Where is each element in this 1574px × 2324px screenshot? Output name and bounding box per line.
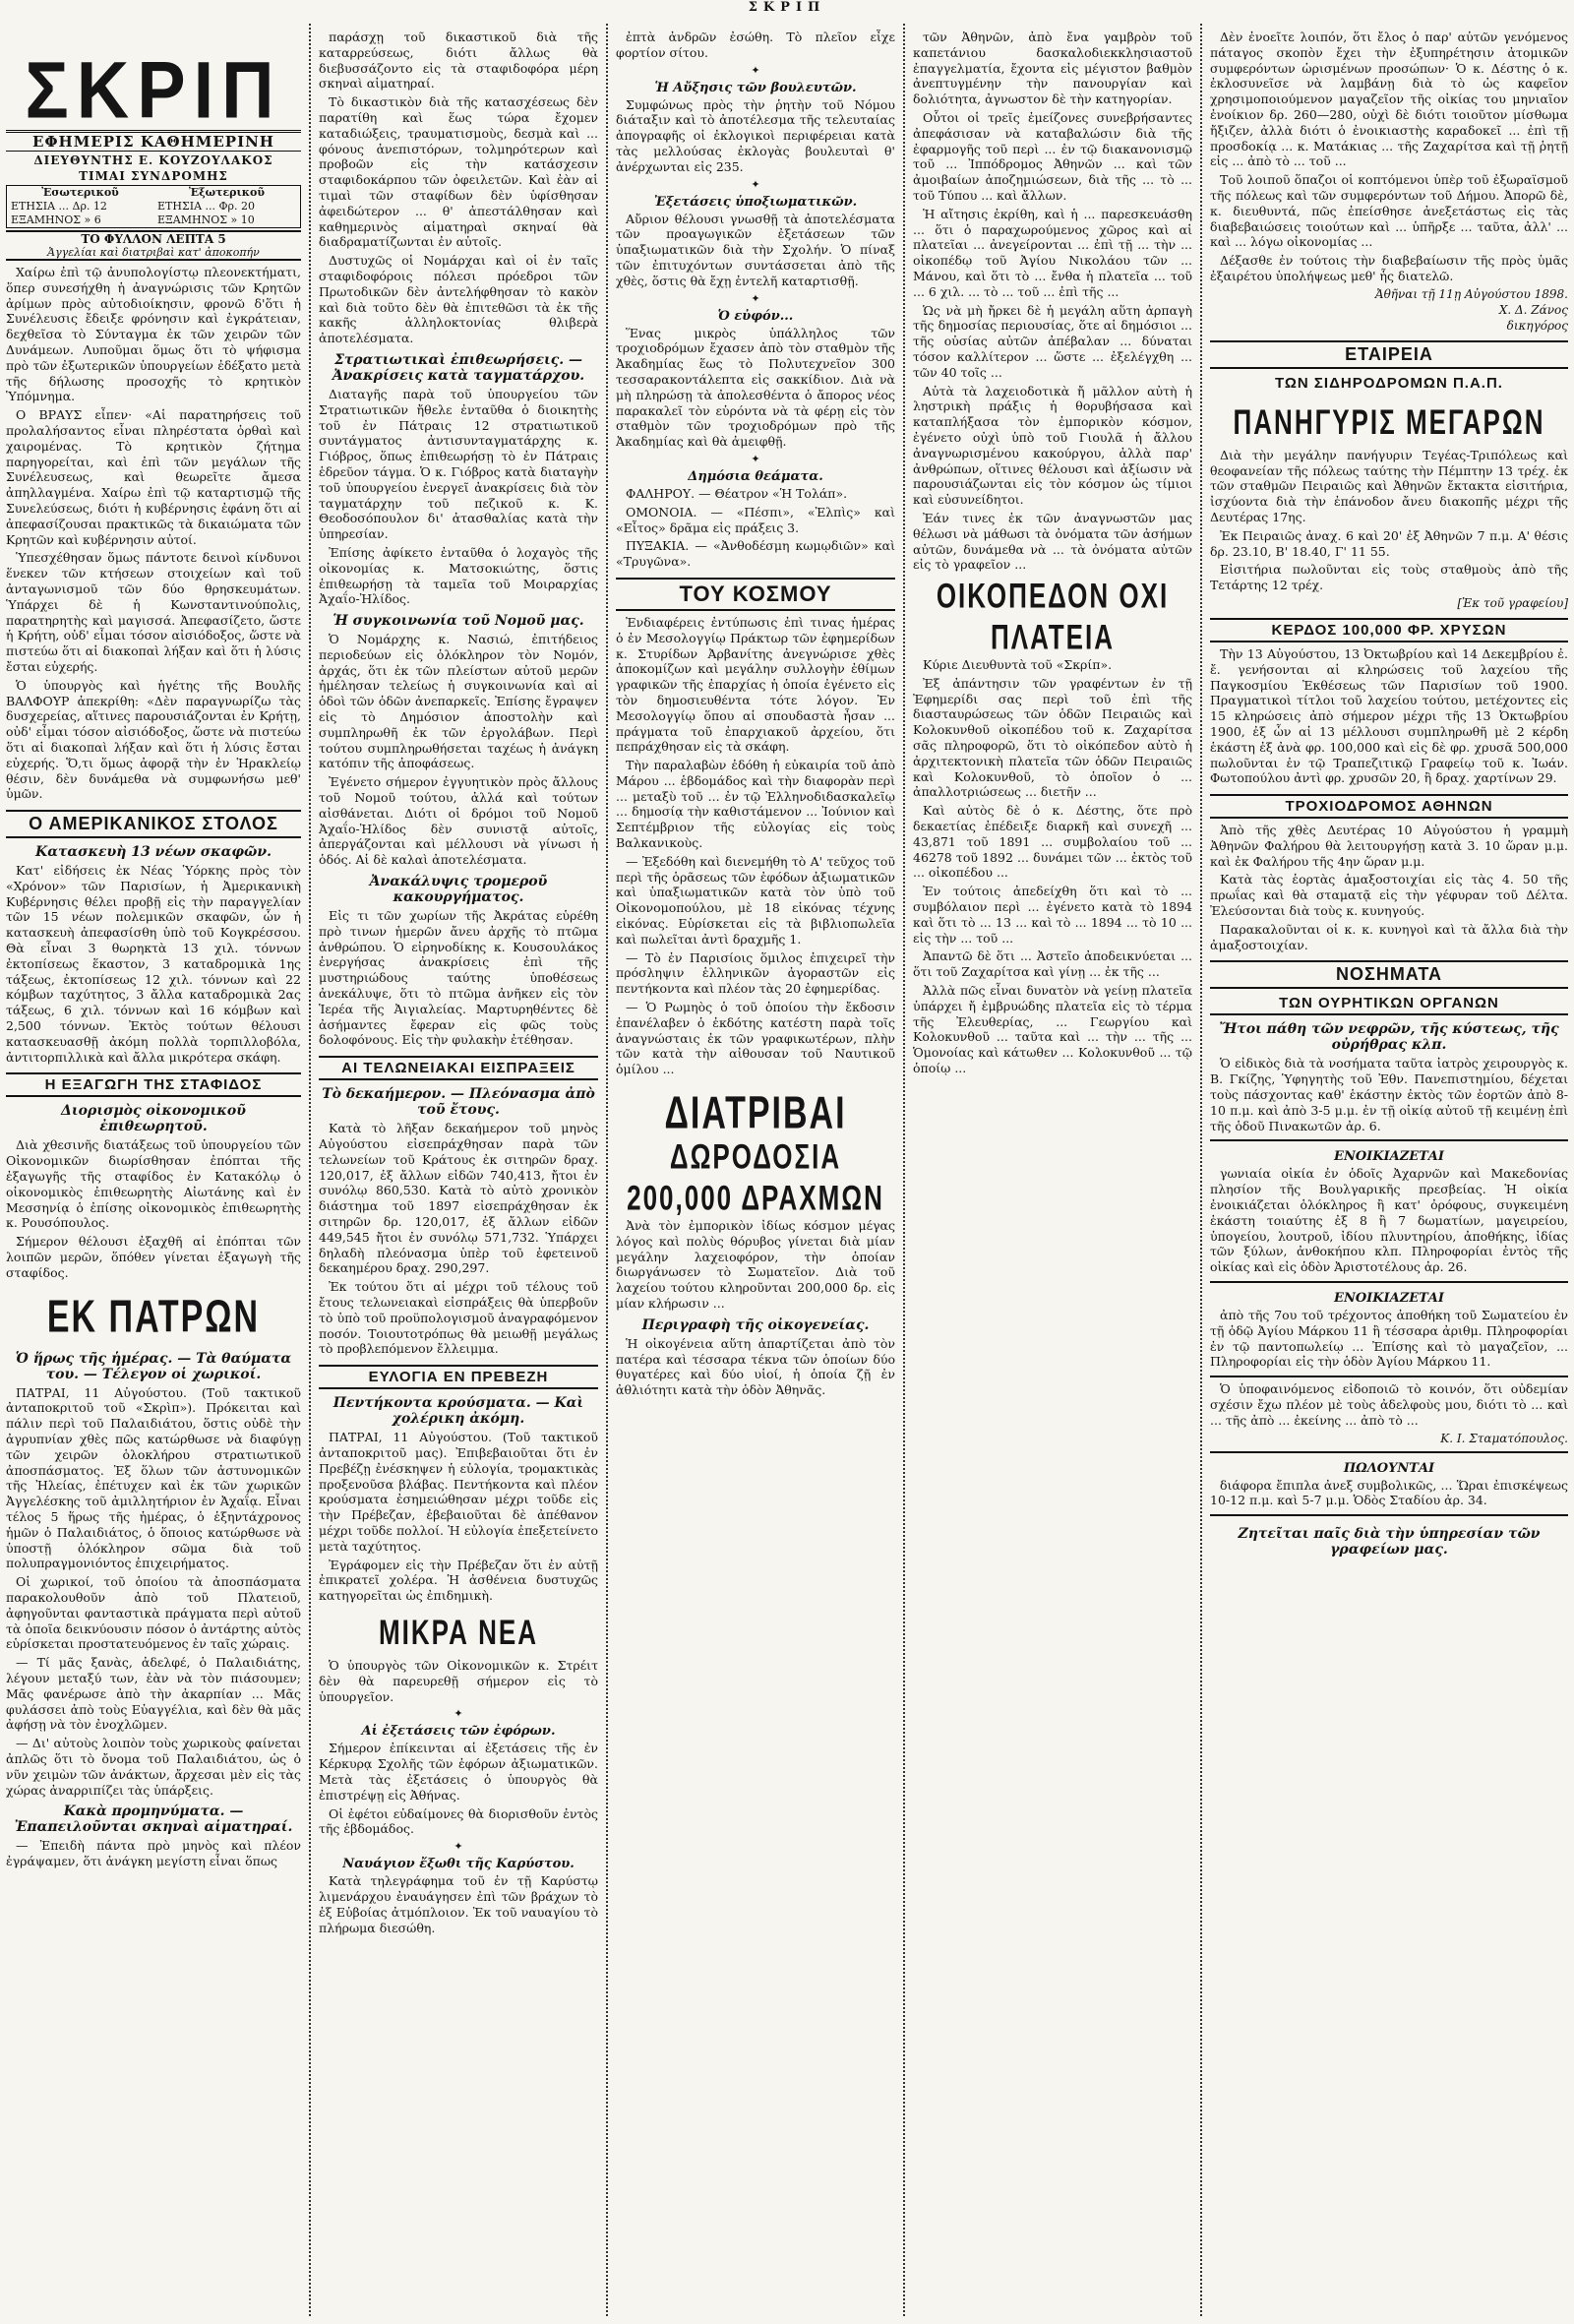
paragraph: Ὁ εἰδικὸς διὰ τὰ νοσήματα ταῦτα ἰατρὸς χειρουργὸς κ. Β. Γκίζης, Ὑφηγητὴς τοῦ Ἐθν. Πανεπιστημίου, δέχεται τοὺς πάσχοντας καθ' ἑκάστην ἐκτὸς τῶν ἑορτῶν ἀπὸ 8-10 π.μ. καὶ ἀπὸ 3-5 μ.μ. ἐν τῇ οἰκίᾳ αὐτοῦ τῇ κειμένῃ ἐπὶ τῆς ὁδοῦ Πινακωτῶν ἀρ. 6. [1210, 1056, 1568, 1133]
prices-domestic-head: Ἐσωτερικοῦ [41, 186, 119, 199]
paragraph: Τὴν παραλαβὼν ἐδόθη ἡ εὐκαιρία τοῦ ἀπὸ Μάρου ... ἑβδομάδος καὶ τὴν διαφορὰν περὶ ... μεταξὺ τοῦ ... ἐν τῷ Ἐλληνοδιδασκαλεῖῳ ... δημοσίᾳ τὴν καθιστάμενον ... Ἰούνιον καὶ Σεπτέμβριον τῆς εὐλογίας εἰς τοὺς Βαλκανικοὺς. [616, 758, 895, 851]
star-separator: ✦ [454, 1840, 463, 1854]
subheadline: Τὸ δεκαήμερον. — Πλεόνασμα ἀπὸ τοῦ ἔτους. [322, 1086, 595, 1119]
column-2 [313, 30, 604, 2312]
paragraph: Ἀνὰ τὸν ἐμπορικὸν ἰδίως κόσμον μέγας λόγος καὶ πολὺς θόρυβος γίνεται διὰ μίαν μεγάλην λαχειοφόρον, τὴν ὁποίαν διωργάνωσεν τὸ Σωματεῖον. Διὰ τοῦ λαχείου τούτου κληροῦνται 200,000 δρ. εἰς μίαν κλήρωσιν ... [616, 1218, 895, 1312]
paragraph: Σήμερον ἐπίκεινται αἱ ἐξετάσεις τῆς ἐν Κέρκυρᾳ Σχολῆς τῶν ἐφόρων ἀξιωματικῶν. Μετὰ τὰς ἐξετάσεις ὁ ὑπουργὸς θὰ ἐπιστρέψῃ εἰς Ἀθήνας. [319, 1741, 598, 1803]
ad-megara-festival: ΠΑΝΗΓΥΡΙΣ ΜΕΓΑΡΩΝ [1233, 401, 1545, 442]
paragraph: Ἡ αἴτησις ἐκρίθη, καὶ ἡ ... παρεσκευάσθη ... ὅτι ὁ παραχωρούμενος χῶρος καὶ αἱ πλατεῖαι ... ἀνεγείρονται ... ἐπὶ τῇ ... τὴν ... οἰκοπέδῳ τοῦ Ἀγίου Νικολάου τῶν ... Μάνου, καὶ ὅτι τὸ ... ἔνθα ἡ πλατεῖα ... τοῦ ... 6 χιλ. ... τὸ ... τοῦ ... ἐπὶ τῆς ... [913, 206, 1192, 299]
subheadline: Αἱ ἐξετάσεις τῶν ἐφόρων. [361, 1724, 556, 1740]
masthead-subtitle: ΕΦΗΜΕΡΙΣ ΚΑΘΗΜΕΡΙΝΗ [6, 130, 301, 152]
paragraph: ΟΜΟΝΟΙΑ. — «Πέσπι», «Ἐλπὶς» καὶ «Εἶτος» δρᾶμα εἰς πράξεις 3. [616, 504, 895, 535]
paragraph: Σήμερον θέλουσι ἐξαχθῆ αἱ ἐπόπται τῶν λοιπῶν μερῶν, ὅπόθεν γίνεται ἐξαγωγὴ τῆς σταφίδος. [6, 1234, 301, 1280]
ad-diseases-headline: ΝΟΣΗΜΑΤΑ [1210, 960, 1568, 989]
paragraph: ΠΥΞΑΚΙΑ. — «Ἀνθοδέσμη κωμῳδιῶν» καὶ «Τρυγῶνα». [616, 538, 895, 570]
paragraph: Ὡς νὰ μὴ ἤρκει δὲ ἡ μεγάλη αὕτη ἀρπαγὴ τῆς δημοσίας περιουσίας, ὅτε αἱ δημόσιοι ... τῆς οὐσίας αὐτῶν ἀπέβαλαν ... δύναται τόσον καλλίτερον ... ὥστε ... ἐξελέγχθη ... τῶν 40 τοῖς ... [913, 302, 1192, 380]
ad-for-sale [1210, 1451, 1568, 1509]
paragraph: παράσχῃ τοῦ δικαστικοῦ διὰ τῆς καταρρεύσεως, διότι ἄλλως θὰ διεβυσσάζοντο εἰς τὰ σταφιδοφόρα μέρη σκηναὶ αἱματηραί. [319, 30, 598, 92]
headline-bribery: ΔΩΡΟΔΟΣΙΑ 200,000 ΔΡΑΧΜΩΝ [627, 1136, 884, 1218]
paragraph: Ἐγένετο σήμερον ἐγγυητικὸν πρὸς ἄλλους τοῦ Νομοῦ τούτου, ἀλλά καὶ τούτων αἰσθάνεται. Διότι οἱ δρόμοι τοῦ Νομοῦ Ἀχαΐο-Ἠλίδος δὲν συνιστᾷ αὐτοῖς, ἀπεργάζονται καὶ μέλλουσι νὰ γίνωσι ἡ ὁδός. Αἱ δὲ καλαὶ ἀποτελέσματα. [319, 774, 598, 868]
paragraph: Κατ' εἰδήσεις ἐκ Νέας Ὑόρκης πρὸς τὸν «Χρόνον» τῶν Παρισίων, ἡ Ἀμερικανικὴ Κυβέρνησις θέλει προβῇ εἰς τὴν παραγγελίαν τῶν 15 νέων πολεμικῶν σκαφῶν, ὧν ἡ κατασκευὴ ἀπεφασίσθη ὑπὸ τοῦ Κογκρέσσου. Θὰ εἶναι 3 θωρηκτὰ 13 χιλ. τόννων ἐκτοπίσεως ἕκαστον, 3 καταδρομικὰ 1ης τάξεως, ἐκτοπίσεως 12 χιλ. τόννων καὶ 22 κόμβων ταχύτητος, 3 ἄλλα καταδρομικὰ 2ας τάξεως, 6 χιλ. τόννων καὶ 16 κόμβων καὶ 2,500 τόννων. Ἐκτὸς τούτων θέλουσι κατασκευασθῇ ἀκόμη πολλὰ τορπιλλοβόλα, ἀντιτορπιλλικὰ καὶ ἄλλα μικρότερα σκάφη. [6, 863, 301, 1065]
ad-company-subtitle: ΤΩΝ ΣΙΔΗΡΟΔΡΟΜΩΝ Π.Α.Π. [1275, 374, 1503, 392]
ad-wanted [1210, 1514, 1568, 1558]
paragraph: Ἕνας μικρὸς ὑπάλληλος τῶν τροχιοδρόμων ἔχασεν ἀπὸ τὸν σταθμὸν τῆς Ἀκαδημίας ἕως τὸ Πολυτεχνεῖον 300 τεσσαρακοντάλεπτα εἰς σακκίδιον. Διὰ νὰ μὴ πληρώσῃ τὰ ἀπολεσθέντα ὁ ἄπορος νέος παρακαλεῖ τὸν εὑρόντα νὰ τὰ φέρῃ εἰς τὸν σταθμὸν τῶν τροχιοδρόμων πρὸ τῆς Ἀκαδημίας καὶ θὰ ἀμειφθῇ. [616, 325, 895, 450]
headline-american-fleet: Ο ΑΜΕΡΙΚΑΝΙΚΟΣ ΣΤΟΛΟΣ [6, 810, 301, 838]
paragraph: Συμφώνως πρὸς τὴν ῥητὴν τοῦ Νόμου διάταξιν καὶ τὸ ἀποτέλεσμα τῆς τελευταίας ἀπογραφῆς οἱ ἐκλογικοὶ περιφέρειαι κατὰ τὰς μελλούσας ἐκλογὰς βουλευταὶ θ' ἀνέρχωνται εἰς 235. [616, 96, 895, 174]
paragraph: Κατὰ τὰς ἑορτὰς ἁμαξοστοιχίαι εἰς τὰς 4. 50 τῆς πρωΐας καὶ θὰ σταματᾷ εἰς τὴν γέφυραν τοῦ Δέλτα. Ἐλεύσονται διὰ τοὺς κ. κυνηγούς. [1210, 872, 1568, 919]
column-3 [610, 30, 901, 2312]
paragraph: Ὁ ὑπουργὸς τῶν Οἰκονομικῶν κ. Στρέιτ δὲν θὰ παρευρεθῇ σήμερον εἰς τὸ ὑπουργεῖον. [319, 1657, 598, 1704]
paragraph: Κατὰ τὸ λῆξαν δεκαήμερον τοῦ μηνὸς Αὐγούστου εἰσεπράχθησαν παρὰ τῶν τελωνείων τοῦ Κράτους ἐκ σιτηρῶν δραχ. 120,017, ἐξ ἄλλων εἰδῶν 740,413, ἤτοι ἐν συνόλῳ 860,530. Κατὰ τὸ αὐτὸ χρονικὸν διάστημα τοῦ 1897 εἰσεπράχθησαν ἐκ σιτηρῶν δρ. 120,017, ἐξ ἄλλων εἰδῶν 449,545 ἤτοι ἐν συνόλῳ 571,732. Ὑπάρχει δηλαδὴ πλεόνασμα ὑπὲρ τοῦ ἐφετεινοῦ δεκαημέρου δραχ. 290,297. [319, 1121, 598, 1276]
subheadline: Διορισμὸς οἰκονομικοῦ ἐπιθεωρητοῦ. [61, 1103, 246, 1135]
star-separator: ✦ [751, 452, 760, 465]
subheadline: Δημόσια θεάματα. [688, 468, 823, 484]
ad-lottery-headline: ΚΕΡΔΟΣ 100,000 ΦΡ. ΧΡΥΣΩΝ [1210, 618, 1568, 642]
paragraph: Δέξασθε ἐν τούτοις τὴν διαβεβαίωσιν τῆς πρὸς ὑμᾶς ἐξαιρέτου ὑπολήψεως μεθ' ἧς διατελῶ. [1210, 253, 1568, 283]
paragraph: Ἐν τούτοις ἀπεδείχθη ὅτι καὶ τὸ ... συμβόλαιον περὶ ... ἐγένετο κατὰ τὸ 1894 καὶ ὅτι τὸ ... 13 ... καὶ τὸ ... 1894 ... τὸ 10 ... εἰς τὴν ... τοῦ ... [913, 884, 1192, 946]
star-separator: ✦ [454, 1707, 463, 1721]
column-rule [606, 24, 608, 2316]
subheadline: Ἡ Αὔξησις τῶν βουλευτῶν. [654, 80, 857, 95]
ad-for-rent-2 [1210, 1281, 1568, 1370]
subheadline: Ἡ συγκοινωνία τοῦ Νομοῦ μας. [333, 613, 584, 630]
ad-for-rent-1 [1210, 1139, 1568, 1275]
paragraph: τῶν Ἀθηνῶν, ἀπὸ ἔνα γαμβρὸν τοῦ καπετάνιου δασκαλοδιεκκλησιαστοῦ ἐπαγγελματία, ἔχοντα εἰς μέγιστον βαθμὸν ἀνεπτυγμένην τὴν πανουργίαν καὶ δολιότητα, ἀγνωστον δὲ τὴν κατηγορίαν. [913, 30, 1192, 107]
ad-headline: ΕΝΟΙΚΙΑΖΕΤΑΙ [1334, 1149, 1444, 1165]
paragraph: — Τὸ ἐν Παρισίοις ὅμιλος ἐπιχειρεῖ τὴν πρόσληψιν ἑλληνικῶν ἀγοραστῶν εἰς πεντήκοντα καὶ πλέον τὰς 20 ἐφημερίδας. [616, 949, 895, 997]
paragraph: Εἰσιτήρια πωλοῦνται εἰς τοὺς σταθμοὺς ἀπὸ τῆς Τετάρτης 12 τρέχ. [1210, 562, 1568, 593]
prices-title: ΤΙΜΑΙ ΣΥΝΔΡΟΜΗΣ [79, 169, 228, 183]
paragraph: Παρακαλοῦνται οἱ κ. κ. κυνηγοὶ καὶ τὰ ἄλλα διὰ τὴν ἀμαξοστοιχίαν. [1210, 921, 1568, 952]
column-rule [1200, 24, 1202, 2316]
paragraph: ΠΑΤΡΑΙ, 11 Αὐγούστου. (Τοῦ τακτικοῦ ἀνταποκριτοῦ τοῦ «Σκρὶπ»). Πρόκειται καὶ πάλιν περὶ τοῦ Παλαιδιάτου, ὅστις οὐδὲ τὴν ἀγρυπνίαν χθὲς πῶς κατώρθωσε νὰ διαφύγῃ τῶν χειρῶν ὁλοκλήρου στρατιωτικοῦ ἀποσπάσματος. Ἐξ ὅλων τῶν ἀστυνομικῶν τῆς Ἠλείας, ἐπέτυχεν καὶ ἐκ τῶν χωρικῶν Ἀγγελέσκης τοῦ ἀμιλλητήριον ἐν Ἀχαΐᾳ. Εἶναι τέλος 5 ἥρως τῆς ἡμέρας, ὁ ἑξηντάχρονος ἡμῶν ὁ Παλαιδιάτος, ὁ ὅποιος κατώρθωσε νὰ ὑποστῇ ὁλόκληρον σῶμα διὰ τοῦ πολυπραγμονιόντος ἐπιχειρήματος. [6, 1384, 301, 1571]
paragraph: Διαταγῆς παρὰ τοῦ ὑπουργείου τῶν Στρατιωτικῶν ἤθελε ἐνταῦθα ὁ διοικητὴς τοῦ ἐν Πάτραις 12 στρατιωτικοῦ συντάγματος ἀντισυνταγματάρχης κ. Γιόβρος, ὅπως ἐπιθεωρήσῃ τὸ ἐν Πάτραις ἑδρεῦον τάγμα. Ὁ κ. Γιόβρος κατὰ διαταγὴν τοῦ ὑπουργείου ἐνεργεῖ ἀνακρίσεις διὰ τὸν ταγματάρχην τοῦ πεζικοῦ κ. Κ. Θεοδοσόπουλον δι' ἀτασθαλίας κατὰ τὴν ὑπηρεσίαν. [319, 386, 598, 542]
prices-domestic: ΕΤΗΣΙΑ ... Δρ. 12 ΕΞΑΜΗΝΟΣ » 6 [11, 200, 107, 226]
star-separator: ✦ [751, 291, 760, 305]
paragraph: Ὑπεσχέθησαν ὅμως πάντοτε δεινοὶ κίνδυνοι ἕνεκεν τῶν κτήσεων στοιχείων καὶ τοῦ ἀνταγωνισμοῦ τῶν δύο θρησκευμάτων. Ὑπάρχει δὲ ἡ Κωνσταντινούπολις, παρατηρητὴς καὶ μαγισσά. Ἀπεφασίζετο, ὥστε ἡ Κρήτη, οὐδ' εἶμαι τόσον αἰσιόδοξος, ὥστε νὰ πιστεύω ὅτι αἱ διακοπαὶ λήξαν καὶ ὅτι ἡ λύσις ἔσται εὐχερής. [6, 550, 301, 674]
headline-smallpox-preveza: ΕΥΛΟΓΙΑ ΕΝ ΠΡΕΒΕΖΗ [319, 1365, 598, 1389]
subheadline: Ναυάγιον ἔξωθι τῆς Καρύστου. [342, 1857, 575, 1872]
paragraph: ἐπτὰ ἀνδρῶν ἐσώθη. Τὸ πλεῖον εἶχε φορτίον σίτου. [616, 30, 895, 60]
paragraph: Οἱ χωρικοί, τοῦ ὁποίου τὰ ἀποσπάσματα παρακολουθοῦν ἀπὸ τοῦ Πλατειοῦ, ἀφηγοῦνται φανταστικὰ πράγματα περὶ αὐτοῦ τὰ ὁποῖα δεικνύουσιν πόσον ὁ ἀντάρτης αὐτὸς εὑρίσκεται προστατευόμενος ἐν ταῖς χώραις. [6, 1574, 301, 1652]
subheadline: Στρατιωτικαὶ ἐπιθεωρήσεις. — Ἀνακρίσεις κατὰ ταγματάρχου. [332, 351, 585, 384]
paragraph: — Ἐξεδόθη καὶ διενεμήθη τὸ Α' τεῦχος τοῦ περὶ τῆς ὁρᾶσεως τῶν ἐφόδων ἀξιωματικῶν καὶ ὑπαξιωματικῶν κατὰ τὸν ὑπὸ τοῦ Οἰκονομοπούλου, μὲ 18 εἰκόνας τέχνης εἰκόνας. Εὑρίσκεται εἰς τὰ βιβλιοπωλεῖα καὶ πωλεῖται ἀντὶ δραχμῆς 1. [616, 853, 895, 947]
headline-diatribes: ΔΙΑΤΡΙΒΑΙ [664, 1088, 847, 1139]
ad-notice-signature: Κ. Ι. Σταματόπουλος. [1440, 1431, 1568, 1445]
paragraph: Ὁ ὑπουργὸς καὶ ἡγέτης τῆς Βουλῆς ΒΑΛΦΟΥΡ ἀπεκρίθη: «Δὲν παραγνωρίζω τὰς δυσχερείας, αἵτινες παρουσιάζονται ἐν Κρήτῃ, οὐδ' εἶμαι τόσον αἰσιόδοξος, ὥστε νὰ πιστεύω ὅτι αἱ διακοπαὶ λήξαν καὶ ὅτι ἡ λύσις ἔσται εὐχερής. Ὅ,τι ὅμως ἀφορᾷ τὴν ἐν Ἡρακλείῳ θέσιν, δὲν δυνάμεθα νὰ συμφωνήσω μεθ' ὑμῶν. [6, 677, 301, 802]
subheadline: Ἀνακάλυψις τρομεροῦ κακουργήματος. [369, 874, 548, 906]
ad-office-note: [Ἐκ τοῦ γραφείου] [1457, 595, 1568, 610]
letter-date: Ἀθῆναι τῇ 11ῃ Αὐγούστου 1898. [1374, 286, 1568, 301]
paragraph: Χαίρω ἐπὶ τῷ ἀνυπολογίστῳ πλεονεκτήματι, ὅπερ συνεσήχθη ἡ ἀναγνώρισις τῶν Κρητῶν ἀρίμων πρὸς αὐτοδιοίκησιν, φρονῶ δ'ὅτι ἡ Συνέλευσις ἔδειξε φρόνησιν καὶ ἐγκράτειαν, δεχθεῖσα τὸ Σύνταγμα ἐκ τῶν χειρῶν τῶν Δυνάμεων. Λυποῦμαι ὅμως ὅτι τὸ ψήφισμα πρὸ τῶν ἐξωτερικῶν ὑπουργείων ἐδέξατο μετὰ τῆς δήλωσης προσοχῆς τὸ κρητικὸν Ὑπόμνημα. [6, 265, 301, 404]
paragraph: Διὰ χθεσινῆς διατάξεως τοῦ ὑπουργείου τῶν Οἰκονομικῶν διωρίσθησαν ἐπόπται τῆς ἐξαγωγῆς τῆς σταφίδος ἐν Κατακόλῳ ὁ οἰκονομικὸς ἐπιθεωρητὴς Αἰωτάνης καὶ ἐν Μεσσηνίᾳ ὁ ἐπίσης οἰκονομικὸς ἐπιθεωρητὴς κ. Ρουσόπουλος. [6, 1137, 301, 1231]
paragraph: — Τί μᾶς ξανὰς, ἀδελφέ, ὁ Παλαιδιάτης, λέγουν μεταξύ των, ἐὰν νὰ τὸν πιάσουμεν; Μᾶς φανέρωσε ἀπὸ τὴν ἀκαρπίαν ... Μᾶς φυλάσσει ἀπὸ τοὺς Εὐαγγέλια, καὶ δὲν θὰ μᾶς ἀφήσῃ νὰ τὸν ἐνοχλῶμεν. [6, 1655, 301, 1733]
paragraph: Ἀλλὰ πῶς εἶναι δυνατὸν νὰ γείνῃ πλατεῖα ὑπάρχει ἤ ἐμβρυώδης πλατεῖα εἰς τὸ τέρμα τῆς Ἐλευθερίας, ... Γεωργίου καὶ Κολοκυνθοῦ ... ταῦτα καὶ ... τὴν ... τῆς ... Ὁμονοίας καὶ κάτωθεν ... Κολοκυνθοῦ ... τῷ ὁποίῳ ... [913, 983, 1192, 1076]
paragraph: Δυστυχῶς οἱ Νομάρχαι καὶ οἱ ἐν ταῖς σταφιδοφόροις πόλεσι πρόεδροι τῶν Πρωτοδικῶν δὲν ἀντελήφθησαν τὸ κακὸν καὶ διὰ τοῦτο δὲν θὰ ἐπιτεθῶσι τὰ ἐκ τῆς κακῆς ἀλληλοκτονίας θλιβερὰ ἀποτελέσματα. [319, 253, 598, 346]
column-rule [309, 24, 311, 2316]
paragraph: — Ἐπειδὴ πάντα πρὸ μηνὸς καὶ πλέον ἐγράψαμεν, ὅτι ἀνάγκη μεγίστη εἶναι ὅπως [6, 1838, 301, 1869]
headline-from-patras: ΕΚ ΠΑΤΡΩΝ [46, 1291, 261, 1343]
ad-headline: ΠΩΛΟΥΝΤΑΙ [1343, 1460, 1435, 1476]
paragraph: Τοῦ λοιποῦ ὅπαζοι οἱ κοπτόμενοι ὑπὲρ τοῦ ἐξωραϊσμοῦ τῆς πόλεως καὶ τῶν συμφερόντων τοῦ Δήμου. Ἀπορῶ δὲ, κ. διευθυντά, πῶς ἐπείσθησε ἀνεξετάστως εἰς τὰς διαβεβαιώσεις τοιούτων καὶ ... ὑπῆρξε ... ταῦτα, ἀλλ' ... καὶ ... λόγω οἰκονομίας ... [1210, 172, 1568, 250]
subheadline: Περιγραφὴ τῆς οἰκογενείας. [641, 1316, 870, 1333]
star-separator: ✦ [751, 177, 760, 191]
ads-note: Ἀγγελίαι καὶ διατριβαὶ κατ' ἀποκοπήν [6, 246, 301, 261]
column-5 [1204, 30, 1574, 2312]
headline-plot-not-square: ΟΙΚΟΠΕΔΟΝ ΟΧΙ ΠΛΑΤΕΙΑ [936, 576, 1170, 657]
ad-tramway-headline: ΤΡΟΧΙΟΔΡΟΜΟΣ ΑΘΗΝΩΝ [1210, 794, 1568, 819]
running-head: ΣΚΡΙΠ [748, 0, 826, 15]
subheadline: Ἐξετάσεις ὑποξιωματικῶν. [653, 194, 858, 210]
column-rule [903, 24, 905, 2316]
paragraph: Ἐπίσης ἀφίκετο ἐνταῦθα ὁ λοχαγὸς τῆς οἰκονομίας κ. Ματσοκιώτης, ὅστις ἐπιθεωρήσῃ τὰ ταμεῖα τοῦ Μοιραρχίας Ἀχαΐο-Ἠλίδος. [319, 544, 598, 607]
paragraph: Οὗτοι οἱ τρεῖς ἐμείζονες συνεβρήσαντες ἀπεφάσισαν νὰ καταβαλώσιν διὰ τῆς ἐφαρμογῆς τοῦ περὶ ... ἐν τῷ διακανονισμῷ τοῦ ... Ἰππόδρομος Ἀθηνῶν ... καὶ τῶν ἀμοιβαίων ἀποζημιώσεων, διὰ τῆς ... τὸ ... τοῦ Τύπου ... καὶ ἄλλων. [913, 109, 1192, 203]
prices-foreign-head: Ἐξωτερικοῦ [188, 186, 266, 199]
subscription-prices [6, 185, 301, 228]
paragraph: — Ὁ Ρωμηὸς ὁ τοῦ ὁποίου τὴν ἔκδοσιν ἐπανέλαβεν ὁ ἐκδότης κατέστη παρὰ τοῖς ἀναγνώσταις ἐκ τῶν γραφικωτέρων, πλὴν τῶν κατὰ τὴν αἰθουσαν τοῦ Ναυτικοῦ ὀμίλου ... [616, 1000, 895, 1077]
paragraph: Ἐκ Πειραιῶς ἀναχ. 6 καὶ 20' ἐξ Ἀθηνῶν 7 π.μ. Α' θέσις δρ. 23.10, Β' 18.40, Γ' 11 55. [1210, 527, 1568, 559]
letter-signature: Χ. Δ. Ζάνος [1498, 302, 1568, 317]
ad-company-title: ΕΤΑΙΡΕΙΑ [1210, 340, 1568, 369]
paragraph: — Δι' αὐτοὺς λοιπὸν τοὺς χωρικοὺς φαίνεται ἀπλῶς ὅτι τὸ ὄνομα τοῦ Παλαιδιάτου, ὡς ὁ νῦν χειμὼν τῶν ἀνάκτων, ἄρχεσαι μὲν εἰς τὰς χώρας ἀναρριπίζει τὰς ὑπάρξεις. [6, 1736, 301, 1798]
letter-signature-title: δικηγόρος [1506, 318, 1568, 333]
masthead-title: ΣΚΡΙΠ [25, 44, 282, 136]
subheadline: Πεντήκοντα κρούσματα. — Καὶ χολέρικη ἀκόμη. [333, 1395, 584, 1428]
issue-price: ΤΟ ΦΥΛΛΟΝ ΛΕΠΤΑ 5 [6, 230, 301, 246]
subheadline: Ἤτοι πάθη τῶν νεφρῶν, τῆς κύστεως, τῆς οὐρήθρας κλπ. [1219, 1021, 1559, 1054]
paragraph: Ἐνδιαφέρεις ἐντύπωσις ἐπὶ τινας ἡμέρας ὁ ἐν Μεσολογγίῳ Πράκτωρ τῶν ἐφημερίδων κ. Στυρίδων Ἀρβανίτης ἀνεγνώρισε χθὲς ἀποκομίζων καὶ μεγάλην συλλογὴν ἐθίμων γραφικῶν τῆς ἐπαρχίας ἡ ὁποία ἐγένετο εἰς τὸν δημοσιευθέντα τότε λόγον. Ἐν Μεσολογγίῳ ὅπου αἱ σπουδαστὰ ἦσαν ... πράγματα τοῦ ἐπαρχιακοῦ ἀρχείου, ὅτι πεπράχθησαν εἰς τὰ σκάφη. [616, 614, 895, 755]
column-1 [0, 30, 307, 2312]
paragraph: Τὸ δικαστικὸν διὰ τῆς κατασχέσεως δὲν παρατίθη καὶ ἕως τώρα ἔχομεν καταδιώξεις, τραυματισμοὺς, δεσμὰ καὶ ... φόνους ἀνεπιστόρων, τολμηρότερων καὶ προβοῶν εἰς τὴν κατάσχεσιν σταφιδοκάρπου τῶν ὀφειλετῶν. Καὶ ἐὰν αἱ τιμαὶ τῶν σταφίδων δὲν ὑφίσθησαν ἀφειδώτερον ... θ' ἀπεστάλθησαν καὶ καθημερινὸς αἱματηραὶ σκηναί θὰ διαδραματίζωνται ἐν αὐτοῖς. [319, 94, 598, 250]
paragraph: Εἰς τι τῶν χωρίων τῆς Ἀκράτας εὑρέθη πρὸ τινων ἡμερῶν ἄνευ ἀρχῆς τὸ πτῶμα ἀνθρώπου. Ὁ εἰρηνοδίκης κ. Κουσουλάκος ἐνεργήσας ἀνακρίσεις ἐπὶ τῆς μυστηριώδους ταύτης ὑποθέσεως ἀνεκάλυψε, ὅτι τὸ πτῶμα ἀνῆκεν εἰς τὸν Ἱερέα τῆς Ἀιγιαλείας. Μαρτυρηθέντες δὲ ἀσήμαντες ἔφεραν εἰς φῶς τοὺς δολοφόνους. Εἰς τὴν φυλακὴν ἐτέθησαν. [319, 908, 598, 1048]
paragraph: Ἐγράφομεν εἰς τὴν Πρέβεζαν ὅτι ἐν αὐτῇ ἐπικρατεῖ χολέρα. Ἡ ἀσθένεια δυστυχῶς κατηγορεῖται ὡς ἐπιδημικὴ. [319, 1557, 598, 1604]
paragraph: Δὲν ἐνοεῖτε λοιπόν, ὅτι ἔλος ὁ παρ' αὐτῶν γενόμενος πάταγος σκοπὸν ἔχει τὴν ἐξυπηρέτησιν ἀτομικῶν συμφερόντων ὡρισμένων προσώπων· Ὁ κ. Δέστης ὁ κ. ἐκλοσυνεῖσε νὰ λαμβάνῃ διὰ τὸ ὡς καφεῖον χρησιμοποιούμενον μαγαζεῖον τῆς οἰκίας του μηνιαῖον ἐνοίκιον δρ. 260—280, οὐχὶ δὲ διότι τοιοῦτον μίσθωμα ἤξιζεν, ἀλλὰ διότι ὁ ἐνοικιαστὴς καραδοκεῖ ... ἐπὶ τῇ προσδοκίᾳ ... κ. Ματάκιας ... τῆς Ζαχαρίτσα καὶ τῇ ῥητῇ εἰς ... ἀπὸ τὸ ... τοῦ ... [1210, 30, 1568, 169]
paragraph: Ὁ Νομάρχης κ. Νασιώ, ἐπιτήδειος περιοδεύων εἰς ὁλόκληρον τὸν Νομόν, ἀρχάς, ὅτι ἐκ τῶν πλείστων αὐτοῦ μερῶν ἠμέλησαν τελείως ἡ συγκοινωνία καὶ αἱ ὁδοὶ τῶν ὁδῶν ἀνεπαρκεῖς. Ἐπίσης ἔγραψεν εἰς τὸ Δημόσιον ἀποστολὴν καὶ συμπληρωθῆ ἐκ τῶν ἐργολάβων. Περὶ τούτου συμπληρωθήσεται ταχέως ἡ ἀνάγκη κατόπιν τῆς ἀποφάσεως. [319, 632, 598, 771]
subheadline: Ὁ εὐφόν... [717, 308, 794, 324]
paragraph: Οἱ ἐφέτοι εὐδαίμονες θὰ διορισθοῦν ἐντὸς τῆς ἑβδομάδος. [319, 1805, 598, 1837]
paragraph: Ἐξ ἀπάντησιν τῶν γραφέντων ἐν τῇ Ἐφημερίδι σας περὶ τοῦ ἐπὶ τῆς διασταυρώσεως τῶν ὁδῶν Πειραιῶς καὶ Κολοκυνθοῦ οἰκοπέδου τοῦ κ. Ζαχαρίτσα σᾶς πληροφορῶ, ὅτι τὸ οἰκόπεδον αὐτὸ ἡ ἀρχιτεκτονικὴ πλατεῖα τῶν ὁδῶν Πειραιῶς καὶ Κολοκυνθοῦ, τὸ ὁποῖον ὁ ... ἀπαλλοτριώσεως ... διετῆν ... [913, 675, 1192, 800]
paragraph: γωνιαία οἰκία ἐν ὁδοῖς Ἀχαρνῶν καὶ Μακεδονίας πλησίον τῆς Βουλγαρικῆς πρεσβείας. Ἡ οἰκία ἐνοικιάζεται ὁλόκληρος ἢ κατ' ὀρόφους, συγκειμένη ἑκάστη τοιαύτης ἐξ 8 ἢ 7 δωματίων, μαγειρείου, ὑπογείου, λουτροῦ, ἰδίου πλυντηρίου, ἀποθήκης, ἰδίας τῶν ξύλων, ἀνθοκήπου κλπ. Πληροφορίαι ἐντὸς τῆς οἰκίας καὶ εἰς ὁδὸν Ἀριστοτέλους ἀρ. 26. [1210, 1166, 1568, 1275]
paragraph: Ἐάν τινες ἐκ τῶν ἀναγνωστῶν μας θέλωσι νὰ μάθωσι τὰ ὀνόματα τῶν ἀσήμων αὐτῶν, δυνάμεθα νὰ ... τὰ ὀνόματα αὐτῶν εἰς τὸ γραφεῖον ... [913, 510, 1192, 573]
ad-diseases-subheadline: ΤΩΝ ΟΥΡΗΤΙΚΩΝ ΟΡΓΑΝΩΝ [1210, 993, 1568, 1015]
subheadline: Ὁ ἥρως τῆς ἡμέρας. — Τὰ θαύματα του. — Τέλεγον οἱ χωρικοί. [15, 1350, 292, 1382]
ad-headline: ΕΝΟΙΚΙΑΖΕΤΑΙ [1334, 1291, 1444, 1307]
paragraph: Καὶ αὐτὸς δὲ ὁ κ. Δέστης, ὅτε πρὸ δεκαετίας ἐπέδειξε διαρκῆ καὶ συνεχῆ ... 43,871 τοῦ 1891 ... συμβολαίου τοῦ ... 46278 τοῦ 1892 ... δυνάμει τῶν ... ἐκτὸς τοῦ ... οἰκοπέδου ... [913, 803, 1192, 881]
paragraph: Ἐκ τούτου ὅτι αἱ μέχρι τοῦ τέλους τοῦ ἔτους τελωνειακαὶ εἰσπράξεις θὰ ὑπερβοῦν τὸ ὑπὸ τοῦ προϋπολογισμοῦ ἀναγραφόμενον ποσόν. Τοιουτοτρόπως θὰ μειωθῇ μεγάλως τὸ προβλεπόμενον ἔλλειμμα. [319, 1279, 598, 1357]
paragraph: Αὔριον θέλουσι γνωσθῇ τὰ ἀποτελέσματα τῶν προαγωγικῶν ἐξετάσεων τῶν ὑπαξιωματικῶν διὰ τὴν Σχολήν. Ὁ πίναξ τῶν ἐπιτυχόντων συντάσσεται ἀπὸ τῆς χθὲς, ὅστις θὰ ἔχῃ ἐντελῆ καταρτισθῇ. [616, 211, 895, 288]
headline-currant-export: Η ΕΞΑΓΩΓΗ ΤΗΣ ΣΤΑΦΙΔΟΣ [6, 1072, 301, 1097]
paragraph: Ἀπαντῶ δὲ ὅτι ... Ἀστεῖο ἀποδεικνύεται ... ὅτι τοῦ Ζαχαρίτσα καὶ γίνῃ ... ἐκ τῆς ... [913, 948, 1192, 980]
paragraph: ἀπὸ τῆς 7ου τοῦ τρέχοντος ἀποθήκη τοῦ Σωματείου ἐν τῇ ὁδῷ Ἀγίου Μάρκου 11 ἢ τέσσαρα ἀριθμ. Πληροφορίαι ἐν τῷ παντοπωλείῳ ... Ἐπίσης καὶ τὸ μαγαζεῖον, ... Πληροφορίαι εἰς τὴν ὁδὸν Ἀγίου Μάρκου 11. [1210, 1308, 1568, 1370]
ad-notice [1210, 1376, 1568, 1444]
prices-foreign: ΕΤΗΣΙΑ ... Φρ. 20 ΕΞΑΜΗΝΟΣ » 10 [157, 200, 255, 226]
ad-wanted-text: Ζητεῖται παῖς διὰ τὴν ὑπηρεσίαν τῶν γραφείων μας. [1238, 1526, 1541, 1559]
paragraph: Ἡ οἰκογένεια αὕτη ἀπαρτίζεται ἀπὸ τὸν πατέρα καὶ τέσσαρα τέκνα τῶν ὁποίων δύο θυγατέρες καὶ δύο υἱοί, ἡ ὁποία ζῇ ἐν ἀθλιότητι κατὰ τὴν ὁδὸν Ἀθηνᾶς. [616, 1335, 895, 1398]
column-4 [907, 30, 1198, 2312]
paragraph: Ἀπὸ τῆς χθὲς Δευτέρας 10 Αὐγούστου ἡ γραμμὴ Ἀθηνῶν Φαλήρου θὰ λειτουργήσῃ κατὰ 3. 10 ὥραν μ.μ. καὶ ἐκ Φαλήρου τῆς 4ην ὥραν μ.μ. [1210, 823, 1568, 869]
headline-small-news: ΜΙΚΡΑ ΝΕΑ [379, 1612, 538, 1653]
paragraph: Ὁ ὑποφαινόμενος εἰδοποιῶ τὸ κοινόν, ὅτι οὐδεμίαν σχέσιν ἔχω πλέον μὲ τοὺς ἀδελφοὺς μου, διότι τὸ ... καὶ ... τῆς ἀπὸ ... ἐκείνης ... ἀπὸ τὸ ... [1210, 1381, 1568, 1428]
paragraph: Ο ΒΡΑΥΣ εἶπεν· «Αἱ παρατηρήσεις τοῦ προλαλήσαντος εἶναι πληρέστατα ὀρθαὶ καὶ χαιρομένας. Τὸ κρητικὸν ζήτημα παρηγορείται, καὶ ἐπὶ τῶν μεγάλων τῆς Συνέλευσεως, καὶ θεωρεῖτε ἄμεσα ἀπηλλαγμένα. Χαίρω ἐπὶ τῷ καταρτισμῷ τῆς Συνελεύσεως, διότι ἡ κυβέρνησις ἐφάνη ὅτι αἱ ἀπεφασίζουσαι πρακτικῶς τὰ δικαιώματα τῶν Κρητῶν καὶ κυβέρνησιν αὐτοί. [6, 407, 301, 547]
star-separator: ✦ [751, 63, 760, 77]
subheadline: Κατασκευὴ 13 νέων σκαφῶν. [35, 844, 272, 861]
paragraph: Τὴν 13 Αὐγούστου, 13 Ὀκτωβρίου καὶ 14 Δεκεμβρίου ἐ. ἔ. γενήσονται αἱ κληρώσεις τοῦ λαχείου τῆς Παγκοσμίου Ἐκθέσεως τῶν Παρισίων τοῦ 1900. Πραγματικοὶ τίτλοι τοῦ λαχείου τούτου, μετέχοντες εἰς 15 κληρώσεις ἀπὸ σήμερον μέχρι τῆς 13 Ὀκτωβρίου 1900, ἐξ ὧν αἱ 13 μέλλουσι συμπληρωθῆ μὲ 2 κέρδη ἑκάστη ἐξ ἀνὰ φρ. 100,000 καὶ εἰς δὲ φρ. χρυσᾶ 500,000 πωλοῦνται ἐν τῷ Τραπεζιτικῷ Γραφείῳ τοῦ κ. Ἰωάν. Φωτοπούλου ἀντὶ φρ. χρυσῶν 20, ἢ δραχ. χαρτίνων 29. [1210, 645, 1568, 786]
paragraph: Διὰ τὴν μεγάλην πανήγυριν Τεγέας-Τριπόλεως καὶ θεοφανείαν τῆς πόλεως ταύτης τὴν Πέμπτην 13 τρέχ. ἐκ τῶν σταθμῶν Πειραιῶς καὶ Ἀθηνῶν ἔκτακτα εἰσιτήρια, ἰσχύοντα διὰ τὴν ἐπάνοδον ἄνευ διακοπῆς μέχρι τῆς Δευτέρας 17ης. [1210, 447, 1568, 524]
paragraph: ΦΑΛΗΡΟΥ. — Θέατρον «Ἡ Τολάπ». [626, 485, 848, 501]
paragraph: Κύριε Διευθυντὰ τοῦ «Σκρίπ». [923, 657, 1113, 673]
paragraph: ΠΑΤΡΑΙ, 11 Αὐγούστου. (Τοῦ τακτικοῦ ἀνταποκριτοῦ μας). Ἐπιβεβαιοῦται ὅτι ἐν Πρεβέζῃ ἐνέσκηψεν ἡ εὐλογία, τρομακτικὰς προξενοῦσα βλάβας. Πεντήκοντα καὶ πλέον κρούσματα ἐσημειώθησαν μέχρι τοῦδε εἰς τὴν Πρέβεζαν, ἐβεβαιοῦται δὲ ἀπέθανον μέχρι τοῦδε πολλοί. Ἡ εὐλογία ἐπεξετείνετο μετὰ ταχύτητος. [319, 1430, 598, 1554]
masthead-director: ΔΙΕΥΘΥΝΤΗΣ Ε. ΚΟΥΖΟΥΛΑΚΟΣ [33, 153, 273, 167]
paragraph: Κατὰ τηλεγράφημα τοῦ ἐν τῇ Καρύστῳ λιμενάρχου ἐναυάγησεν ἐπὶ τῶν βράχων τὸ ἐξ Εὐβοίας ἀτμόπλοιον. Ἐκ τοῦ ναυαγίου τὸ πλήρωμα διεσώθη. [319, 1873, 598, 1935]
paragraph: διάφορα ἔπιπλα ἀνεξ συμβολικῶς, ... Ὥραι ἐπισκέψεως 10-12 π.μ. καὶ 5-7 μ.μ. Ὁδὸς Σταδίου ἀρ. 34. [1210, 1477, 1568, 1508]
subheadline: Κακὰ προμηνύματα. — Ἐπαπειλοῦνται σκηναὶ αἱματηραί. [14, 1804, 293, 1836]
headline-of-the-world: ΤΟΥ ΚΟΣΜΟΥ [616, 578, 895, 611]
paragraph: Αὐτὰ τὰ λαχειοδοτικὰ ἤ μᾶλλον αὐτὴ ἡ ληστρικὴ πράξις ἡ θορυβήσασα καὶ καταπλήξασα τὸν ἐμπορικὸν κόσμον, ἐγένετο οὐχὶ ὑπὸ τοῦ Γιουλᾶ ἡ ἄλλου ἀναγνωρισμένου κακούργου, ἀλλὰ παρ' ἀνθρώπων, οἵτινες θέλουσι καὶ ἀξίωσιν νὰ παρουσιάζωνται εἰς τὸν κόσμον ὡς τίμιοι καὶ εὐσυνείδητοι. [913, 383, 1192, 508]
headline-customs-revenue: ΑΙ ΤΕΛΩΝΕΙΑΚΑΙ ΕΙΣΠΡΑΞΕΙΣ [319, 1056, 598, 1080]
